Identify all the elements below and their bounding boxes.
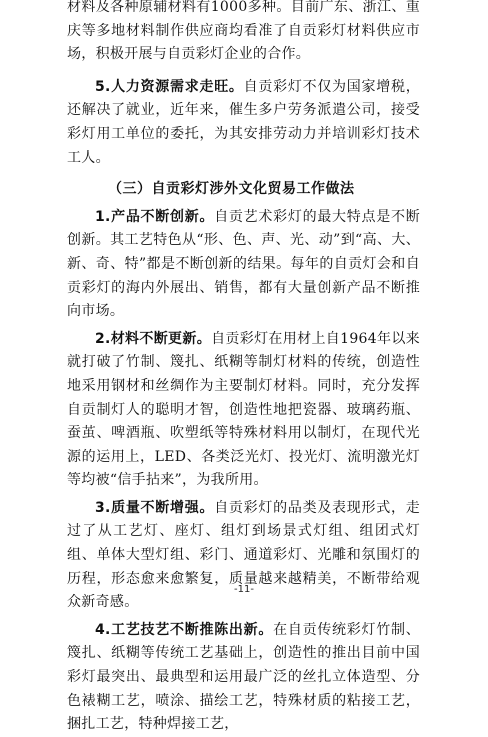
paragraph-lead: 4.工艺技艺不断推陈出新。 <box>95 621 274 638</box>
paragraph-text: 自贡艺术彩灯的最大特点是不断创新。其工艺特色从“形、色、声、光、动”到“高、大、新、奇、特”都是不断创新的结果。每年的自贡灯会和自贡彩灯的海内外展出、销售，都有大量创新产品不断推向市场。 <box>67 208 420 320</box>
paragraph-text: 自贡彩灯不仅为国家增税，还解决了就业，近年来，催生多户劳务派遣公司，接受彩灯用工单位的委托，为其安排劳动力并培训彩灯技术工人。 <box>67 78 421 166</box>
paragraph-text: 在自贡传统彩灯竹制、篾扎、纸糊等传统工艺基础上，创造性的推出目前中国彩灯最突出、最典型和运用最广泛的丝扎立体造型、分色裱糊工艺，喷涂、描绘工艺，特殊材质的粘接工艺，捆扎工艺，特种焊接工艺， <box>67 621 420 733</box>
paragraph-lead: 5.人力资源需求走旺。 <box>95 78 244 95</box>
page-number: -11- <box>234 584 254 595</box>
paragraph-material-update <box>67 328 420 493</box>
paragraph-lead: 1.产品不断创新。 <box>95 208 215 225</box>
paragraph-lead: 2.材料不断更新。 <box>95 330 212 347</box>
paragraph-lead: 3.质量不断增强。 <box>95 499 215 516</box>
paragraph-human-resources <box>67 76 420 170</box>
paragraph-text: 自贡彩灯的品类及表现形式，走过了从工艺灯、座灯、组灯到场景式灯组、组团式灯组、单体大型灯组、彩门、通道彩灯、光雕和氛围灯的历程，形态愈来愈繁复，质量越来越精美，不断带给观众新奇感。 <box>67 499 420 611</box>
paragraph-text: 材料及各种原辅材料有1000多种。目前广东、浙江、重庆等多地材料制作供应商均看准了自贡彩灯材料供应市场，积极开展与自贡彩灯企业的合作。 <box>67 0 420 63</box>
paragraph-product-innovation <box>67 206 420 324</box>
paragraph-text: 自贡彩灯在用材上自1964年以来就打破了竹制、篾扎、纸糊等制灯材料的传统，创造性地采用钢材和丝绸作为主要制灯材料。同时，充分发挥自贡制灯人的聪明才智，创造性地把瓷器、玻璃药瓶、蚕茧、啤酒瓶、吹塑纸等特殊材料用以制灯，在现代光源的运用上，LED、各类泛光灯、投光灯、流明激光灯等均被“信手拈来”，为我所用。 <box>67 330 420 489</box>
paragraph-quality <box>67 497 420 615</box>
section-heading: （三）自贡彩灯涉外文化贸易工作做法 <box>108 181 355 198</box>
paragraph-materials-supply <box>67 0 420 67</box>
document-body <box>67 0 420 737</box>
paragraph-craft <box>67 619 420 737</box>
